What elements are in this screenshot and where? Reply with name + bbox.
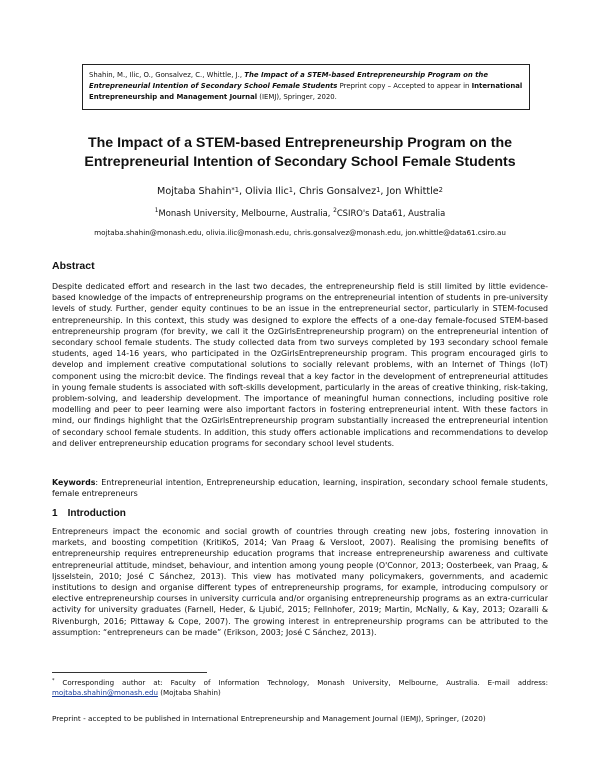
title-line-2: Entrepreneurial Intention of Secondary School Female Students <box>84 154 516 170</box>
affil-1: Monash University, Melbourne, Australia, <box>158 208 334 218</box>
citation-preprint: Preprint copy – Accepted to appear in <box>339 82 470 90</box>
author-sep: , <box>380 186 387 197</box>
paper-title <box>40 134 560 172</box>
keywords-label: Keywords <box>52 478 96 487</box>
affiliations <box>40 207 560 219</box>
introduction-text: Entrepreneurs impact the economic and social growth of countries through creating new jobs, fostering innovation in markets, and boosting competition (KritiKoS, 2014; Van Praag & Versloot, 2007). Realising the promising benefits of entrepreneurship requires entrepreneurship education programs that increase entrepreneurship awareness and cultivate entrepreneurial attitude, mindset, behaviour, and intention among young people (O'Connor, 2013; Oosterbeek, van Praag, & Ijsselstein, 2010; José C Sánchez, 2013). This view has motivated many policymakers, governments, and academic institutions to design and organise different types of entrepreneurship programs, for example, introducing compulsory or elective entrepreneurship courses in university curricula and/or organising entrepreneurship programs as an extra-curricular activity for university graduates (Farnell, Heder, & Ljubić, 2015; Fellnhofer, 2019; Martin, McNally, & Kay, 2013; Ozaralli & Rivenburgh, 2016; Pittaway & Cope, 2007). The growing interest in entrepreneurship programs can be attributed to the assumption: “entrepreneurs can be made” (Erikson, 2003; José C Sánchez, 2013). <box>52 527 548 637</box>
keywords <box>52 477 548 499</box>
citation-box <box>82 64 530 110</box>
page-footer: Preprint - accepted to be published in International Entrepreneurship and Management Journal (IEMJ), Springer, (2020) <box>52 714 486 723</box>
footnote <box>52 678 548 698</box>
affil-sup: 1 <box>154 207 159 214</box>
footnote-mark: * <box>52 678 55 685</box>
author-sup: *1 <box>231 185 240 194</box>
abstract-heading: Abstract <box>52 260 95 272</box>
author-list <box>40 186 560 198</box>
citation-title: The Impact of a STEM-based Entrepreneurship Program on the Entrepreneurial Intention of Secondary School Female Students <box>89 71 489 90</box>
author-sup: 1 <box>288 185 294 194</box>
keywords-text: : Entrepreneurial intention, Entrepreneurship education, learning, inspiration, secondary school female students, female entrepreneurs <box>52 478 548 499</box>
author-name: Mojtaba Shahin <box>157 186 232 197</box>
abstract-text: Despite dedicated effort and research in the last two decades, the entrepreneurship field is still limited by little evidence-based knowledge of the impacts of entrepreneurship programs on the entrepreneurial intention of students in pre-university levels of study. Further, gender equity continues to be an issue in the entrepreneurial sector, particularly in STEM-focused entrepreneurship. In this context, this study was designed to explore the effects of a one-day female-focused STEM-based entrepreneurship program (for brevity, we call it the OzGirlsEntrepreneurship program) on the entrepreneurial intention of secondary school female students. The study collected data from two surveys completed by 193 secondary school female students, aged 14-16 years, who participated in the OzGirlsEntrepreneurship program. This program encouraged girls to develop and implement creative computational solutions to socially relevant problems, with an Internet of Things (IoT) component using the micro:bit device. The findings reveal that a key factor in the development of entrepreneurial attitudes in young female students is associated with soft-skills development, particularly in the areas of creative thinking, risk-taking, problem-solving, and leadership development. The importance of meaningful human connections, including positive role modelling and peer to peer learning were also important factors in fostering entrepreneurial intent. With these factors in mind, our findings highlight that the OzGirlsEntrepreneurship program substantially increased the entrepreneurial intention of secondary school female students. In addition, this study offers actionable implications and recommendations to develop and deliver entrepreneurship education programs for secondary school level students. <box>52 282 548 448</box>
author-name: Jon Whittle <box>386 186 439 197</box>
author-name: Chris Gonsalvez <box>299 186 377 197</box>
section-number: 1 <box>52 508 58 519</box>
author-sup: 1 <box>376 185 381 194</box>
citation-authors: Shahin, M., Ilic, O., Gonsalvez, C., Whittle, J., <box>89 71 243 79</box>
citation-rest: (IEMJ), Springer, 2020. <box>259 93 337 101</box>
footnote-rule <box>52 672 207 673</box>
author-emails: mojtaba.shahin@monash.edu, olivia.ilic@monash.edu, chris.gonsalvez@monash.edu, jon.whittle@data61.csiro.au <box>94 228 506 237</box>
author-sep: , <box>239 186 246 197</box>
section-title: Introduction <box>67 508 126 519</box>
author-sup: 2 <box>438 185 443 194</box>
footnote-text: Corresponding author at: Faculty of Information Technology, Monash University, Melbourne, Australia. E-mail address: <box>62 678 548 687</box>
section-heading <box>52 508 136 519</box>
affil-2: CSIRO's Data61, Australia <box>336 208 446 218</box>
author-sep: , <box>293 186 300 197</box>
author-name: Olivia Ilic <box>245 186 289 197</box>
footnote-email-link[interactable]: mojtaba.shahin@monash.edu <box>52 688 158 697</box>
citation-journal: International Entrepreneurship and Management Journal <box>89 82 523 101</box>
title-line-1: The Impact of a STEM-based Entrepreneurship Program on the <box>87 135 513 151</box>
footnote-after: (Mojtaba Shahin) <box>157 688 221 697</box>
affil-sup: 2 <box>333 207 337 214</box>
